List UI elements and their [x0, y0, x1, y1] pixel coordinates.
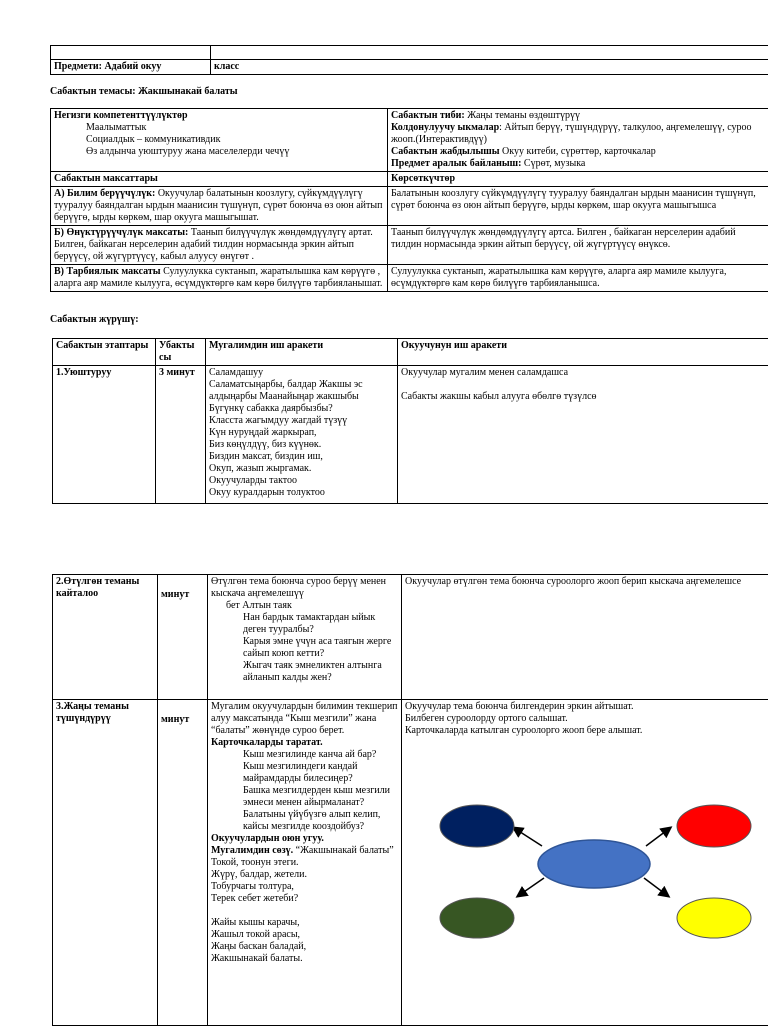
- arrow-top-left: [514, 828, 542, 846]
- cluster-node-bottom-right: [677, 898, 751, 938]
- col-header-stages: Сабактын этаптары: [53, 339, 156, 366]
- student-line: Окуучулар тема боюнча билгендерин эркин айтышат.: [405, 701, 768, 713]
- competence-item: Өз алдынча уюштуруу жана маселелерди чечүү: [54, 146, 384, 158]
- poem-line: Жаңы баскан баладай,: [211, 941, 398, 953]
- goal-label: В) Тарбиялык максаты: [54, 266, 161, 277]
- teacher-line: Күн нуруңдай жаркырап,: [209, 427, 394, 439]
- header-empty-cell: [51, 46, 211, 60]
- indicators-header: Көрсөткүчтөр: [388, 172, 768, 187]
- teacher-line: Окуп, жазып жыргамак.: [209, 463, 394, 475]
- poem-line: [211, 905, 398, 917]
- question: Жыгач таяк эмнеликтен алтынга айланып калды жен?: [211, 660, 398, 684]
- cluster-node-bottom-left: [440, 898, 514, 938]
- opinion-label: Окуучулардын оюн угуу.: [211, 833, 398, 845]
- cluster-node-top-right: [677, 805, 751, 847]
- cluster-diagram: [432, 780, 760, 940]
- competence-item: Социалдык – коммуникативдик: [54, 134, 384, 146]
- teacher-line: Биздин максат, биздин иш,: [209, 451, 394, 463]
- stage-student-actions: [398, 366, 768, 504]
- methods-value: : Айтып берүү, түшүндүрүү, талкулоо, аңгемелешүү, суроо жооп.(Интерактивдүү): [391, 122, 752, 145]
- arrow-bottom-right: [644, 878, 668, 896]
- col-header-teacher: Мугалимдин иш аракети: [206, 339, 398, 366]
- col-header-time: Убакты сы: [156, 339, 206, 366]
- card-question: Балатыны үйүбүзгө алып келип, кайсы мезгилде кооздойбуз?: [211, 809, 398, 833]
- cards-label: Карточкаларды таратат.: [211, 737, 398, 749]
- teacher-line: Саламатсыңарбы, балдар Жакшы эс алдыңарбы Маанайыңар жакшыбы: [209, 379, 394, 403]
- teacher-line: Класста жагымдуу жагдай түзүү: [209, 415, 394, 427]
- teacher-line: Саламдашуу: [209, 367, 394, 379]
- poem-line: Жашыл токой арасы,: [211, 929, 398, 941]
- stage-teacher-actions: [208, 575, 402, 700]
- teacher-line: Бүгүнкү сабакка даярбызбы?: [209, 403, 394, 415]
- arrow-bottom-left: [518, 878, 544, 896]
- goal-development: [51, 226, 388, 265]
- equipment-label: Сабактын жабдылышы: [391, 146, 500, 157]
- poem-line: Токой, тоонун этеги.: [211, 857, 398, 869]
- header-empty-cell: [211, 46, 768, 60]
- question: Нан бардык тамактардан ыйык деген тууралбы?: [211, 612, 398, 636]
- goal-label: А) Билим берүүчүлүк:: [54, 188, 155, 199]
- indicator-development: Таанып билүүчүлүк жөндөмдүүлүгү артса. Билген , байкаган нерселерин адабий тилдин нормасында эркин айтып берүүсү, ой жүгүртүүсү өнүксө.: [388, 226, 768, 265]
- card-question: Башка мезгилдерден кыш мезгили эмнеси менен айырмаланат?: [211, 785, 398, 809]
- course-table: [52, 338, 768, 504]
- arrow-top-right: [646, 828, 670, 846]
- competences-title: Негизги компетенттүүлүктөр: [54, 110, 384, 122]
- stage-time: 3 минут: [156, 366, 206, 504]
- competence-item: Маалыматтык: [54, 122, 384, 134]
- teacher-intro: Өтүлгөн тема боюнча суроо берүү менен кыскача аңгемелешүү: [211, 576, 398, 600]
- goal-upbringing: [51, 265, 388, 292]
- stage-time: минут: [158, 575, 208, 700]
- poem-line: Тобурчагы толтура,: [211, 881, 398, 893]
- type-value: Жаңы теманы өздөштүрүү: [465, 110, 580, 121]
- stage-time: минут: [158, 700, 208, 1026]
- teacher-line: Окуучуларды тактоо: [209, 475, 394, 487]
- cluster-node-center: [538, 840, 650, 888]
- lesson-topic: Сабактын темасы: Жакшынакай балаты: [50, 86, 238, 98]
- col-header-student: Окуучунун иш аракети: [398, 339, 768, 366]
- lesson-info-cell: [388, 109, 768, 172]
- indicator-education: Балатынын коозлугу сүйкүмдүүлүгү тууралуу баяндалган ырдын маанисин түшүнүп, сүрөт боюнча өз оюн айтып берүүгө, ырды көркөм, шар окууга машыгышса: [388, 187, 768, 226]
- cluster-node-top-left: [440, 805, 514, 847]
- card-question: Кыш мезгилинде канча ай бар?: [211, 749, 398, 761]
- equipment-value: Окуу китеби, сүрөттөр, карточкалар: [500, 146, 656, 157]
- stage-name: 2.Өтүлгөн теманы кайталоо: [53, 575, 158, 700]
- stage-teacher-actions: [208, 700, 402, 1026]
- poem-line: Жүрү, балдар, жетели.: [211, 869, 398, 881]
- stage-teacher-actions: [206, 366, 398, 504]
- poem-line: Жайы кышы карачы,: [211, 917, 398, 929]
- goal-text: Окуучулар балатынын коозлугу, сүйкүмдүүлүгү тууралуу баяндалган ырдын маанисин түшүнүп, сүрөт боюнча өз оюн айтып берүүгө, ырды көркөм, шар окууга машыгышат.: [54, 188, 382, 223]
- question: Карыя эмне үчүн аса таягын жерге сайып коюп кетти?: [211, 636, 398, 660]
- stage-name: 1.Уюштуруу: [53, 366, 156, 504]
- teacher-intro: Мугалим окуучулардын билимин текшерип алуу максатында “Кыш мезгили” жана “балаты” жөнүндө суроо берет.: [211, 701, 398, 737]
- class-label: класс: [211, 60, 768, 75]
- goal-education: [51, 187, 388, 226]
- type-label: Сабактын тиби:: [391, 110, 465, 121]
- student-line: Сабакты жакшы кабыл алууга өбөлгө түзүлсө: [401, 391, 768, 403]
- teacher-line: Биз көңүлдүү, биз күүнөк.: [209, 439, 394, 451]
- header-table: [50, 45, 768, 75]
- goals-header: Сабактын максаттары: [51, 172, 388, 187]
- goal-text: Сулуулукка суктанып, жаратылышка кам көрүүгө , аларга аяр мамиле кылууга, өсүмдүктөргө кам көрө билүүгө тарбияланышат.: [54, 266, 382, 289]
- course-title: Сабактын жүрүшү:: [50, 314, 139, 326]
- card-question: Кыш мезгилиндеги кандай майрамдарды билесиңер?: [211, 761, 398, 785]
- student-line: Карточкаларда катылган суроолорго жооп бере алышат.: [405, 725, 768, 737]
- poem-line: Терек себет жетеби?: [211, 893, 398, 905]
- indicator-upbringing: Сулуулукка суктанып, жаратылышка кам көрүүгө, аларга аяр мамиле кылууга, өсүмдүктөргө кам көрө билүүгө тарбияланышса.: [388, 265, 768, 292]
- teacher-word-label: Мугалимдин сөзү.: [211, 845, 293, 856]
- interdisciplinary-label: Предмет аралык байланыш:: [391, 158, 521, 169]
- poem-line: Жакшынакай балаты.: [211, 953, 398, 965]
- student-line: Окуучулар мугалим менен саламдашса: [401, 367, 768, 379]
- stage-student-actions: Окуучулар өтүлгөн тема боюнча суроолорго жооп берип кыскача аңгемелешсе: [402, 575, 768, 700]
- interdisciplinary-value: Сүрөт, музыка: [521, 158, 585, 169]
- teacher-page: бет Алтын таяк: [211, 600, 398, 612]
- competences-cell: [51, 109, 388, 172]
- goal-label: Б) Өнүктүрүүчүлүк максаты:: [54, 227, 188, 238]
- goal-text: Таанып билүүчүлүк жөндөмдүүлүгү артат. Билген, байкаган нерселерин адабий тилдин нормасында эркин айтып берүүсү, ой жүгүртүүсү, кабыл алуусу өнүгөт .: [54, 227, 373, 262]
- teacher-word-title: “Жакшынакай балаты”: [293, 845, 393, 856]
- student-line: Билбеген суроолорду ортого салышат.: [405, 713, 768, 725]
- subject-label: Предмети: Адабий окуу: [51, 60, 211, 75]
- goals-table: [50, 108, 768, 292]
- teacher-line: Окуу куралдарын толуктоо: [209, 487, 394, 499]
- methods-label: Колдонулуучу ыкмалар: [391, 122, 499, 133]
- stage-name: 3.Жаңы теманы түшүндүрүү: [53, 700, 158, 1026]
